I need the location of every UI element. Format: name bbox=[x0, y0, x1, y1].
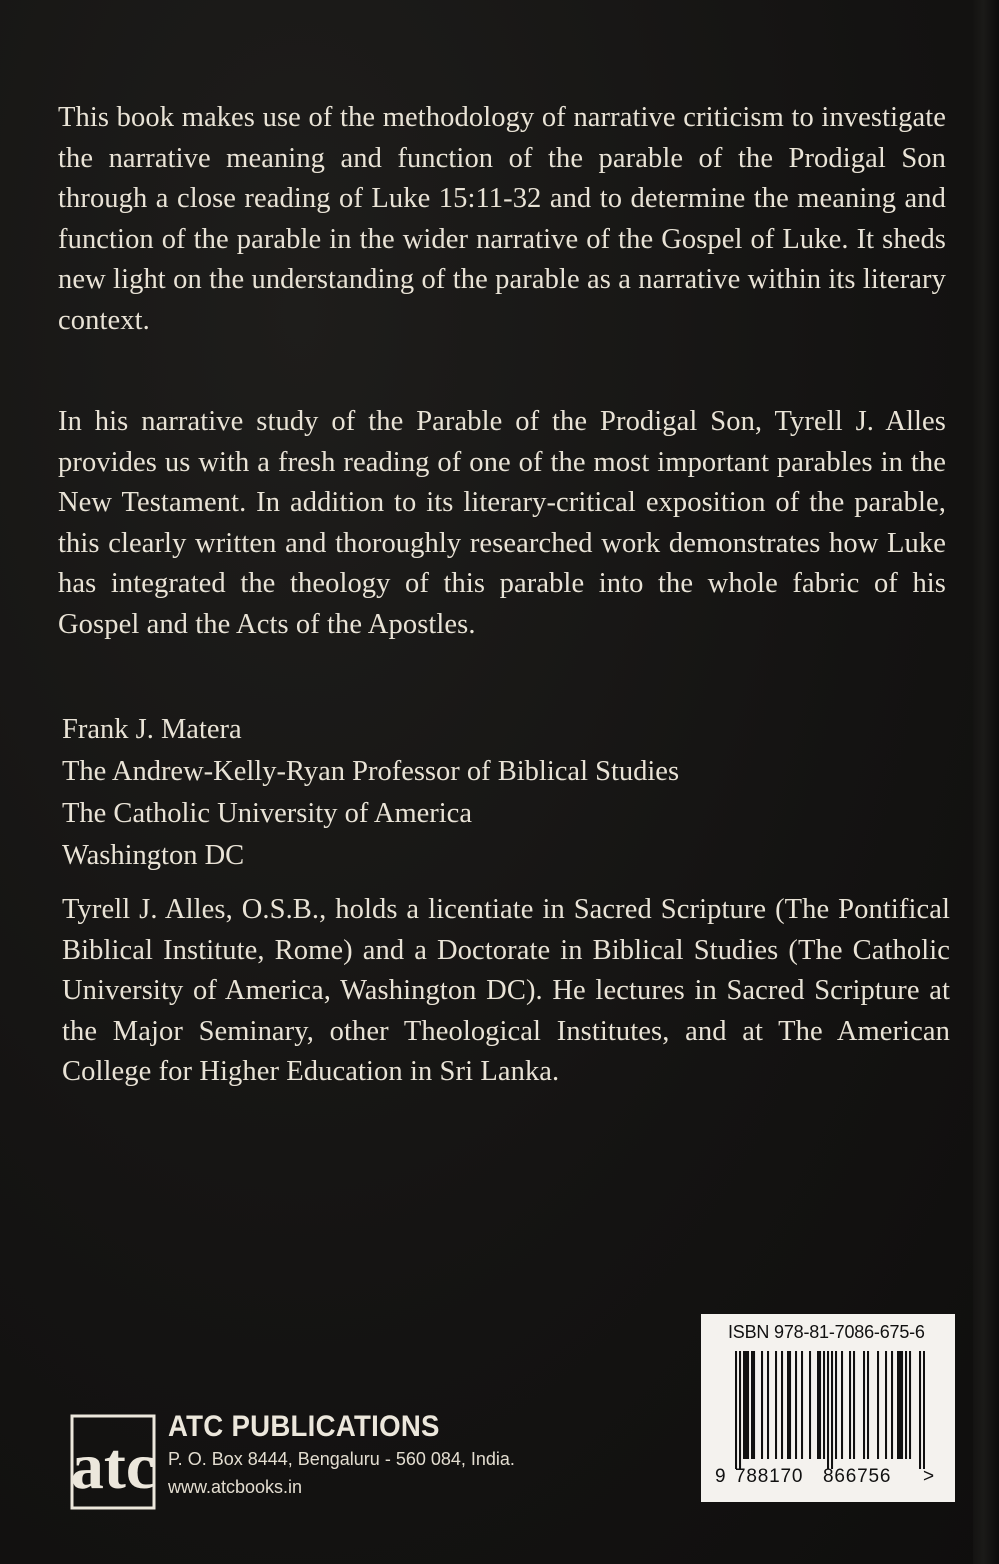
barcode-bar bbox=[853, 1351, 855, 1459]
barcode-bar bbox=[775, 1351, 777, 1459]
barcode-bar bbox=[885, 1351, 887, 1459]
barcode-bar bbox=[823, 1351, 825, 1459]
barcode-bar bbox=[849, 1351, 851, 1459]
description-paragraph: This book makes use of the methodology of narrative criticism to investigate the narrative meaning and function of the parable of the Prodigal Son through a close reading of Luke 15:11-32 and to determine the meaning and function of the parable in the wider narrative of the Gospel of Luke. It sheds new light on the understanding of the parable as a narrative within its literary context. bbox=[58, 102, 946, 336]
barcode-bar bbox=[735, 1351, 737, 1469]
spine-edge bbox=[973, 0, 999, 1564]
endorser-location: Washington DC bbox=[62, 840, 245, 871]
endorser-title: The Andrew-Kelly-Ryan Professor of Biblical Studies bbox=[62, 756, 680, 787]
barcode-bar bbox=[827, 1351, 829, 1469]
barcode-bars bbox=[735, 1351, 925, 1469]
barcode-bar bbox=[909, 1351, 911, 1459]
publisher-name: ATC PUBLICATIONS bbox=[168, 1410, 440, 1443]
barcode-digit-first: 9 bbox=[715, 1466, 726, 1487]
isbn-text: ISBN 978-81-7086-675-6 bbox=[728, 1322, 925, 1342]
barcode-bar bbox=[831, 1351, 833, 1469]
barcode-digits-right: 866756 bbox=[823, 1466, 892, 1487]
barcode-label bbox=[701, 1314, 955, 1502]
barcode-bar bbox=[753, 1351, 755, 1459]
barcode-bar bbox=[923, 1351, 925, 1469]
barcode-bar bbox=[817, 1351, 819, 1459]
endorser-institution: The Catholic University of America bbox=[62, 798, 472, 829]
barcode-bar bbox=[751, 1351, 753, 1459]
barcode-bar bbox=[745, 1351, 747, 1459]
barcode-bar bbox=[789, 1351, 791, 1459]
barcode-bar bbox=[801, 1351, 803, 1459]
barcode-bar bbox=[747, 1351, 749, 1459]
barcode-bar bbox=[897, 1351, 899, 1459]
barcode-arrow: > bbox=[923, 1466, 935, 1487]
barcode-bar bbox=[767, 1351, 769, 1459]
barcode-bar bbox=[819, 1351, 821, 1459]
barcode-bar bbox=[841, 1351, 843, 1459]
barcode-bar bbox=[795, 1351, 797, 1459]
atc-logo-icon bbox=[70, 1414, 156, 1510]
barcode-bar bbox=[919, 1351, 921, 1469]
barcode-bar bbox=[877, 1351, 879, 1459]
atc-logo-text: atc bbox=[70, 1430, 156, 1503]
endorser-name: Frank J. Matera bbox=[62, 714, 242, 745]
publisher-address: P. O. Box 8444, Bengaluru - 560 084, India. bbox=[168, 1449, 515, 1469]
barcode-bar bbox=[743, 1351, 745, 1459]
barcode-bar bbox=[781, 1351, 783, 1459]
barcode-bar bbox=[901, 1351, 903, 1459]
barcode-bar bbox=[905, 1351, 907, 1459]
endorsement-paragraph: In his narrative study of the Parable of the Prodigal Son, Tyrell J. Alles provides us with a fresh reading of one of the most important parables in the New Testament. In addition to its literary-critical exposition of the parable, this clearly written and thoroughly researched work demonstrates how Luke has integrated the theology of this parable into the whole fabric of his Gospel and the Acts of the Apostles. bbox=[58, 406, 946, 640]
barcode-digits-left: 788170 bbox=[735, 1466, 804, 1487]
publisher-website[interactable]: www.atcbooks.in bbox=[168, 1477, 303, 1497]
barcode-bar bbox=[787, 1351, 789, 1459]
barcode-bar bbox=[761, 1351, 763, 1459]
endorser-block bbox=[62, 709, 679, 877]
author-bio-paragraph: Tyrell J. Alles, O.S.B., holds a licentiate in Sacred Scripture (The Pontifical Biblical Institute, Rome) and a Doctorate in Biblical Studies (The Catholic University of America, Washington DC). He lectures in Sacred Scripture at the Major Seminary, other Theological Institutes, and at The American College for Higher Education in Sri Lanka. bbox=[62, 894, 950, 1087]
barcode-bar bbox=[835, 1351, 837, 1459]
barcode-bar bbox=[809, 1351, 811, 1459]
barcode-bar bbox=[867, 1351, 869, 1459]
barcode-bar bbox=[891, 1351, 893, 1459]
barcode-bar bbox=[863, 1351, 865, 1459]
barcode-bar bbox=[899, 1351, 901, 1459]
barcode-bar bbox=[739, 1351, 741, 1469]
